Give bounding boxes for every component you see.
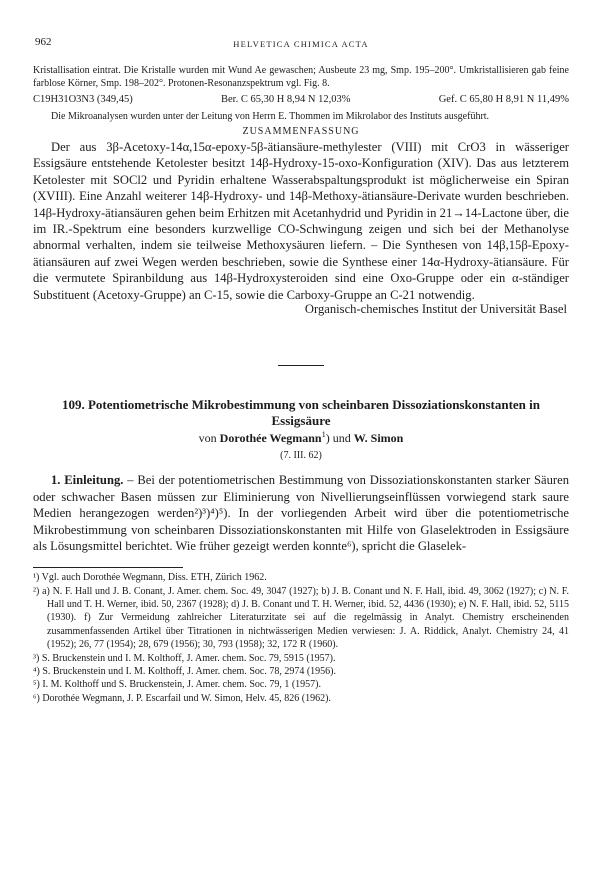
summary-text: Der aus 3β-Acetoxy-14α,15α-epoxy-5β-ätiansäure-methylester (VIII) mit CrO3 in wässeriger Essigsäure entstehende Ketolester besitzt 14β-Hydroxy-15-oxo-Konfiguration (XIV). Das aus letzterem Ketolester mit SOCl2 und Pyridin erhaltene Wasserabspaltungsprodukt ist möglicherweise ein Spiran (XVIII). Eine Anzahl weiterer 14β-Hydroxy- und 14β-Methoxy-ätiansäure-Derivate wurden beschrieben. 14β-Hydroxy-ätiansäuren gehen beim Erhitzen mit Acetanhydrid und Pyridin in 21→14-Lactone über, die im IR.-Spektrum eine besonders kurzwellige CO-Schwingung zeigen und sich bei der Methanolyse abnormal verhalten, indem sie teilweise Methoxysäuren liefern. – Die Synthesen von 14β,15β-Epoxy-ätiansäuren auf zwei Wegen werden beschrieben, sowie die Synthese einer 14α-Hydroxy-ätiansäure. Für die vermutete Spiranbildung aus 14β-Hydroxysteroiden sind eine Oxo-Gruppe oder ein α-ständiger Substituent (Acetoxy-Gruppe) an C-15, sowie die Carboxy-Gruppe an C-21 notwendig.	[33, 140, 569, 302]
section-divider	[278, 365, 324, 366]
introduction-text: – Bei der potentiometrischen Bestimmung von Dissoziationskonstanten starker Säuren oder schwacher Basen müssen zur Eliminierung von Nivellierungseinflüssen vorwiegend stark saure Medien herangezogen werden²)³)⁴)⁵). In der vorliegenden Arbeit wird über die potentiometrische Mikrobestimmung von scheinbaren Dissoziationskonstanten mit Hilfe von Glaselektroden in Essigsäure als Lösungsmittel berichtet. Wie früher gezeigt werden konnte⁶), spricht die Glaselek-	[33, 473, 569, 554]
author-1-footnote-mark: 1	[321, 430, 326, 440]
byline: von Dorothée Wegmann$^1$) und W. Simon	[198, 430, 404, 446]
elemental-analysis	[33, 93, 569, 107]
footnote-1: ¹) Vgl. auch Dorothée Wegmann, Diss. ETH, Zürich 1962.	[33, 572, 267, 584]
page	[33, 36, 569, 705]
author-1: Dorothée Wegmann	[219, 431, 322, 446]
footnote-5: ⁵) I. M. Kolthoff und S. Bruckenstein, J. Amer. chem. Soc. 79, 1 (1957).	[33, 679, 321, 691]
footnote-2: ²) a) N. F. Hall und J. B. Conant, J. Amer. chem. Soc. 49, 3047 (1927); b) J. B. Conant und N. F. Hall, ibid. 49, 3062 (1927); c) N. F. Hall und T. H. Werner, ibid. 50, 2367 (1928); d) J. B. Conant und T. H. Werner, ibid. 52, 4436 (1930); e) N. F. Hall, ibid. 52, 5115 (1930). f) Zur Vermeidung zahlreicher Literaturzitate sei auf die regelmässig in Analyt. Chemistry erscheinenden zusammenfassenden Artikel über Titrationen in nichtwässerigen Medien verwiesen: J. A. Riddick, Analyt. Chemistry 24, 41 (1952); 26, 77 (1954); 28, 679 (1956); 30, 793 (1958); 32, 172 R (1960).	[33, 585, 569, 651]
journal-title: HELVETICA CHIMICA ACTA	[233, 39, 369, 49]
received-date: (7. III. 62)	[280, 450, 322, 462]
footnote-rule	[33, 567, 183, 568]
experimental-text: Kristallisation eintrat. Die Kristalle wurden mit Wund Ae gewaschen; Ausbeute 23 mg, Smp. 195–200°. Umkristallisieren gab feine farblose Körner, Smp. 198–202°. Protonen-Resonanzspektrum vgl. Fig. 8.	[33, 65, 569, 89]
article-title: 109. Potentiometrische Mikrobestimmung von scheinbaren Dissoziationskonstanten in Essigsäure	[61, 397, 540, 429]
footnote-6: ⁶) Dorothée Wegmann, J. P. Escarfail und W. Simon, Helv. 45, 826 (1962).	[33, 692, 331, 704]
section-label: 1. Einleitung.	[51, 473, 124, 488]
page-number: 962	[35, 36, 52, 48]
experimental-paragraph	[33, 64, 569, 90]
byline-prefix: von	[198, 431, 217, 446]
footnote-3: ³) S. Bruckenstein und I. M. Kolthoff, J. Amer. chem. Soc. 79, 5915 (1957).	[33, 652, 336, 664]
running-header	[35, 36, 569, 52]
calculated-values: Ber. C 65,30 H 8,94 N 12,03%	[220, 94, 351, 105]
institute-name: Organisch-chemisches Institut der Universität Basel	[304, 302, 567, 317]
microanalysis-note: Die Mikroanalysen wurden unter der Leitung von Herrn E. Thommen im Mikrolabor des Instituts ausgeführt.	[51, 111, 490, 122]
footnote-4: ⁴) S. Bruckenstein und I. M. Kolthoff, J. Amer. chem. Soc. 78, 2974 (1956).	[33, 666, 336, 677]
author-2: W. Simon	[353, 431, 404, 446]
introduction-paragraph	[33, 472, 569, 555]
molecular-formula: C19H31O3N3 (349,45)	[33, 94, 133, 105]
summary-heading: ZUSAMMENFASSUNG	[242, 126, 360, 137]
byline-and: und	[332, 431, 351, 446]
footnotes	[33, 571, 569, 705]
found-values: Gef. C 65,80 H 8,91 N 11,49%	[438, 94, 569, 105]
